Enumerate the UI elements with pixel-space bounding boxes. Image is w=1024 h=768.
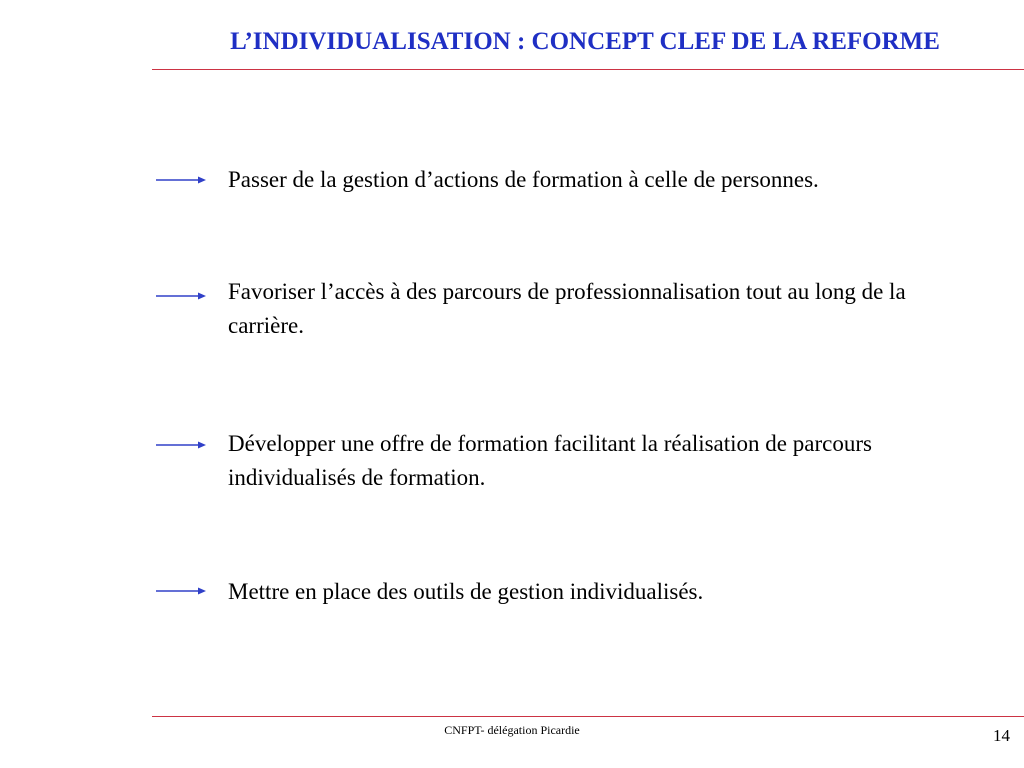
title-divider — [152, 69, 1024, 70]
bullet-item — [156, 427, 893, 495]
bullet-item — [156, 575, 988, 609]
bullet-text: Passer de la gestion d’actions de formation à celle de personnes. — [228, 167, 819, 192]
footer-divider — [152, 716, 1024, 717]
right-arrow-icon — [156, 584, 206, 598]
right-arrow-icon — [156, 173, 206, 187]
page-number: 14 — [993, 726, 1010, 745]
bullet-text: Mettre en place des outils de gestion individualisés. — [228, 579, 704, 604]
right-arrow-icon — [156, 438, 206, 452]
bullet-item — [156, 275, 918, 343]
bullet-text: Favoriser l’accès à des parcours de professionnalisation tout au long de la carrière. — [228, 279, 906, 338]
bullet-text: Développer une offre de formation facilitant la réalisation de parcours individualisés de formation. — [228, 431, 872, 490]
slide-title: L’INDIVIDUALISATION : CONCEPT CLEF DE LA REFORME — [230, 28, 940, 55]
right-arrow-icon — [156, 289, 206, 303]
footer-text: CNFPT- délégation Picardie — [444, 723, 580, 737]
bullet-item — [156, 163, 988, 197]
